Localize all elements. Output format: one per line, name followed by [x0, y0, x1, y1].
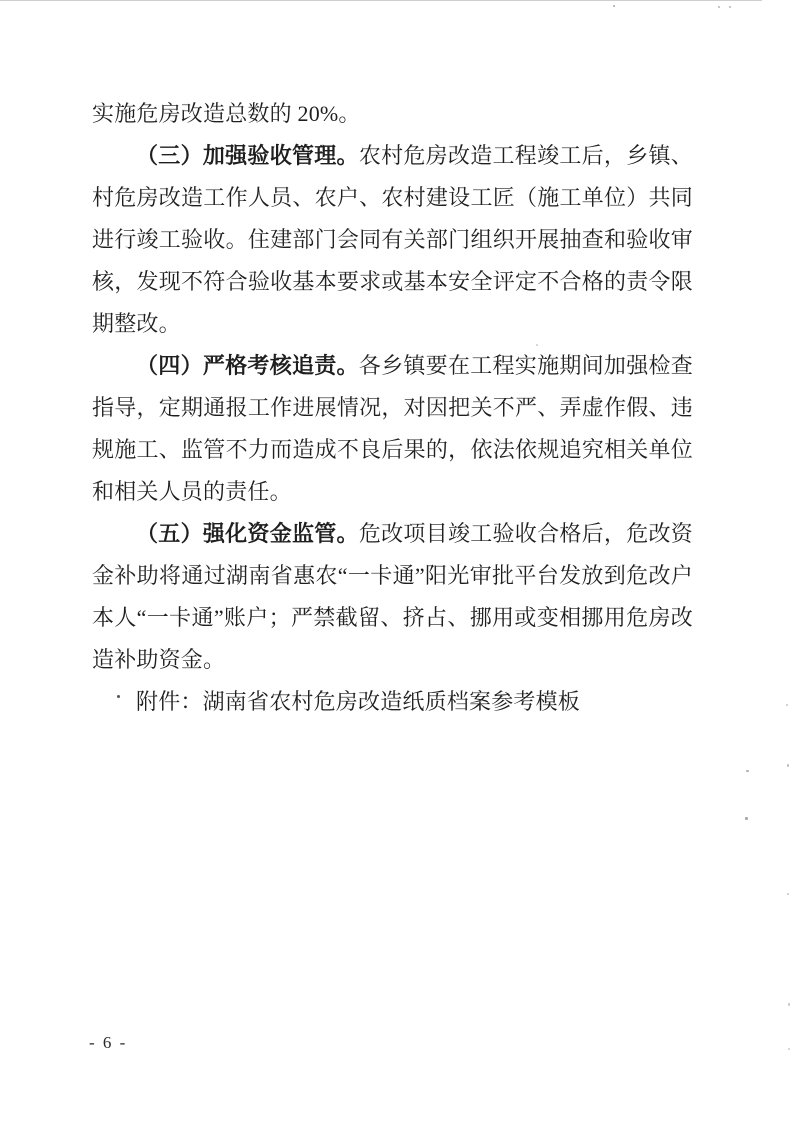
scan-artifact	[787, 764, 789, 767]
paragraph-item-3	[92, 135, 693, 345]
document-body	[92, 93, 693, 723]
scan-artifact	[613, 5, 615, 7]
paragraph-text: 危改项目竣工验收合格后，危改资金补助将通过湖南省惠农“一卡通”阳光审批平台发放到危改户本人“一卡通”账户；严禁截留、挤占、挪用或变相挪用危房改造补助资金。	[92, 521, 693, 672]
page-number: - 6 -	[89, 1033, 128, 1052]
scan-artifact	[746, 770, 749, 772]
paragraph-item-5	[92, 513, 693, 681]
paragraph-text: 各乡镇要在工程实施期间加强检查指导，定期通报工作进展情况，对因把关不严、弄虚作假、违规施工、监管不力而造成不良后果的，依法依规追究相关单位和相关人员的责任。	[92, 353, 693, 504]
paragraph-heading: （五）强化资金监管。	[136, 521, 359, 546]
attachment-text: 附件：湖南省农村危房改造纸质档案参考模板	[136, 689, 581, 714]
attachment-line	[92, 681, 693, 723]
scan-artifact	[786, 704, 788, 706]
paragraph-item-4	[92, 345, 693, 513]
scan-artifact	[729, 6, 731, 8]
paragraph-continuation	[92, 93, 693, 135]
scan-artifact	[787, 893, 789, 895]
scan-artifact-top-edge	[0, 0, 762, 1]
scan-artifact	[745, 817, 748, 820]
scan-artifact	[788, 1003, 790, 1006]
paragraph-heading: （三）加强验收管理。	[136, 143, 359, 168]
paragraph-text: 实施危房改造总数的 20%。	[92, 101, 361, 126]
paragraph-heading: （四）严格考核追责。	[136, 353, 359, 378]
scan-artifact	[718, 6, 720, 8]
paragraph-text: 农村危房改造工程竣工后，乡镇、村危房改造工作人员、农户、农村建设工匠（施工单位）共同进行竣工验收。住建部门会同有关部门组织开展抽查和验收审核，发现不符合验收基本要求或基本安全评定不合格的责令限期整改。	[92, 143, 693, 336]
scan-artifact	[788, 1048, 790, 1050]
